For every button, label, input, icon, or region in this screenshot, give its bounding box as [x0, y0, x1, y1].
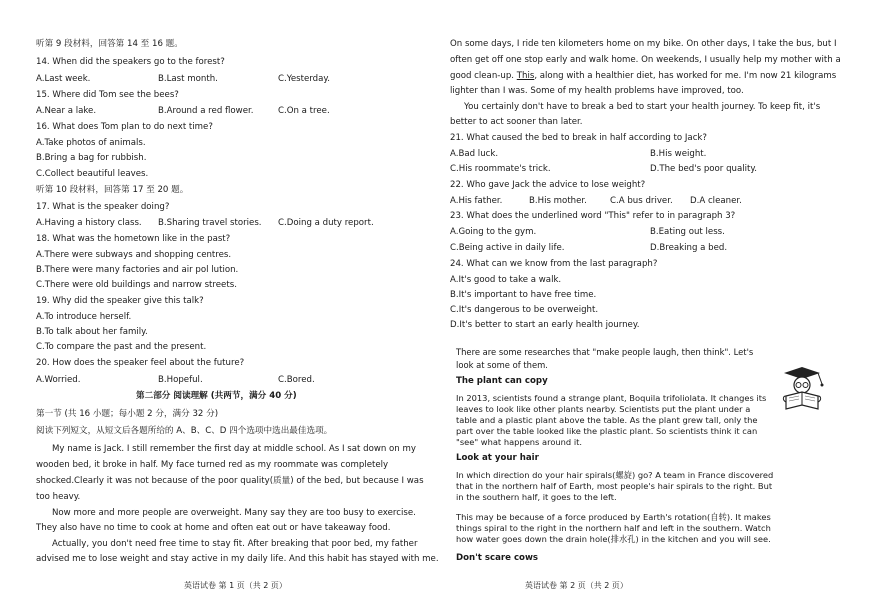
passage-line: lighter than I was. Some of my health problems have improved, too. — [450, 86, 744, 96]
passage-line: My name is Jack. I still remember the first day at middle school. As I sat down on my — [52, 444, 416, 454]
passage-line — [450, 70, 836, 82]
q14-option-c: C.Yesterday. — [278, 74, 330, 84]
q16-option-a: A.Take photos of animals. — [36, 138, 146, 148]
passage-fragment: good clean-up. — [450, 71, 515, 81]
q21-option-d: D.The bed's poor quality. — [650, 164, 757, 174]
q24-option-b: B.It's important to have free time. — [450, 290, 597, 300]
q14-option-b: B.Last month. — [158, 74, 218, 84]
passage-line: They also have no time to cook at home and often eat out or have takeaway food. — [36, 523, 391, 533]
q22-option-a: A.His father. — [450, 196, 503, 206]
page-footer: 英语试卷 第 2 页（共 2 页） — [525, 581, 628, 590]
q22-option-c: C.A bus driver. — [610, 196, 673, 206]
q23-option-b: B.Eating out less. — [650, 227, 725, 237]
q21-option-c: C.His roommate's trick. — [450, 164, 551, 174]
q24-option-c: C.It's dangerous to be overweight. — [450, 305, 599, 315]
q20-option-b: B.Hopeful. — [158, 375, 203, 385]
q23-option-c: C.Being active in daily life. — [450, 243, 565, 253]
q15-stem: 15. Where did Tom see the bees? — [36, 90, 179, 100]
passage-line: You certainly don't have to break a bed to start your health journey. To keep fit, it's — [464, 102, 821, 112]
passage-line: Actually, you don't need free time to stay fit. After breaking that poor bed, my father — [52, 539, 418, 549]
q17-option-b: B.Sharing travel stories. — [158, 218, 262, 228]
q17-stem: 17. What is the speaker doing? — [36, 202, 170, 212]
q24-option-d: D.It's better to start an early health journey. — [450, 320, 640, 330]
section10-intro: 听第 10 段材料，回答第 17 至 20 题。 — [36, 185, 189, 195]
passage-line: better to act sooner than later. — [450, 117, 583, 127]
q16-option-c: C.Collect beautiful leaves. — [36, 169, 149, 179]
q15-option-b: B.Around a red flower. — [158, 106, 254, 116]
q21-option-b: B.His weight. — [650, 149, 707, 159]
q17-option-a: A.Having a history class. — [36, 218, 142, 228]
passage-line: often get off one stop early and walk home. On weekends, I usually help my mother with a — [450, 55, 841, 65]
q21-stem: 21. What caused the bed to break in half according to Jack? — [450, 133, 707, 143]
passage-line: On some days, I ride ten kilometers home on my bike. On other days, I take the bus, but I — [450, 39, 837, 49]
q14-stem: 14. When did the speakers go to the forest? — [36, 57, 225, 67]
q19-option-b: B.To talk about her family. — [36, 327, 148, 337]
q15-option-a: A.Near a lake. — [36, 106, 97, 116]
q22-option-b: B.His mother. — [529, 196, 587, 206]
paragraph-hair-spirals: In which direction do your hair spirals(螺旋) go? A team in France discovered that in the northern half of Earth, most people's hair spirals to the right. But in the southern half, it goes to the left. — [456, 470, 774, 502]
paragraph-plant-can-copy: In 2013, scientists found a strange plant, Boquila trifoliolata. It changes its leaves to look like other plants nearby. Scientists put the plant under a table and a plastic plant above the table. As the plant grew tall, only the part over the table looked like the plastic plant. So scientists think it can "see" what happens around it. — [456, 393, 767, 447]
q19-option-c: C.To compare the past and the present. — [36, 342, 207, 352]
part2-title: 第二部分 阅读理解 (共两节，满分 40 分) — [136, 391, 297, 401]
q15-option-c: C.On a tree. — [278, 106, 330, 116]
reading-student-illustration — [780, 364, 836, 412]
heading-look-at-your-hair: Look at your hair — [456, 453, 539, 463]
paragraph-earth-rotation: This may be because of a force produced by Earth's rotation(自转). It makes things spiral to the right in the northern half and left in the southern. Watch how water goes down the drain hole(排水孔) in the kitchen and you will see. — [456, 512, 771, 544]
q18-option-c: C.There were old buildings and narrow streets. — [36, 280, 237, 290]
heading-plant-can-copy: The plant can copy — [456, 376, 548, 386]
q16-option-b: B.Bring a bag for rubbish. — [36, 153, 147, 163]
q18-option-b: B.There were many factories and air pol lution. — [36, 265, 239, 275]
q21-option-a: A.Bad luck. — [450, 149, 499, 159]
passage-b-intro: There are some researches that "make people laugh, then think". Let's look at some of them. — [456, 347, 754, 370]
section9-intro: 听第 9 段材料，回答第 14 至 16 题。 — [36, 39, 183, 49]
page-footer: 英语试卷 第 1 页（共 2 页） — [184, 581, 287, 590]
q23-option-d: D.Breaking a bed. — [650, 243, 728, 253]
passage-line: wooden bed, it broke in half. My face turned red as my roommate was completely — [36, 460, 389, 470]
passage-fragment: , along with a healthier diet, has worked for me. I'm now 21 kilograms — [534, 71, 837, 81]
passage-line: Now more and more people are overweight. Many say they are too busy to exercise. — [52, 508, 416, 518]
q18-option-a: A.There were subways and shopping centres. — [36, 250, 232, 260]
q23-stem: 23. What does the underlined word "This" refer to in paragraph 3? — [450, 211, 736, 221]
q20-stem: 20. How does the speaker feel about the future? — [36, 358, 245, 368]
q20-option-a: A.Worried. — [36, 375, 81, 385]
underlined-word-this: This — [516, 71, 535, 81]
q19-stem: 19. Why did the speaker give this talk? — [36, 296, 204, 306]
q16-stem: 16. What does Tom plan to do next time? — [36, 122, 213, 132]
q20-option-c: C.Bored. — [278, 375, 315, 385]
passage-line: advised me to lose weight and stay active in my daily life. And this habit has stayed with me. — [36, 554, 439, 564]
q24-option-a: A.It's good to take a walk. — [450, 275, 562, 285]
q14-option-a: A.Last week. — [36, 74, 91, 84]
section1-title: 第一节 (共 16 小题；每小题 2 分，满分 32 分) — [36, 409, 219, 419]
q17-option-c: C.Doing a duty report. — [278, 218, 374, 228]
q18-stem: 18. What was the hometown like in the past? — [36, 234, 231, 244]
heading-dont-scare-cows: Don't scare cows — [456, 553, 539, 563]
instructions: 阅读下列短文，从短文后各题所给的 A、B、C、D 四个选项中选出最佳选项。 — [36, 426, 333, 436]
q22-option-d: D.A cleaner. — [690, 196, 742, 206]
q24-stem: 24. What can we know from the last paragraph? — [450, 259, 658, 269]
q23-option-a: A.Going to the gym. — [450, 227, 537, 237]
q22-stem: 22. Who gave Jack the advice to lose weight? — [450, 180, 646, 190]
passage-line: too heavy. — [36, 492, 81, 502]
q19-option-a: A.To introduce herself. — [36, 312, 132, 322]
passage-line: shocked.Clearly it was not because of the poor quality(质量) of the bed, but because I was — [36, 476, 424, 486]
